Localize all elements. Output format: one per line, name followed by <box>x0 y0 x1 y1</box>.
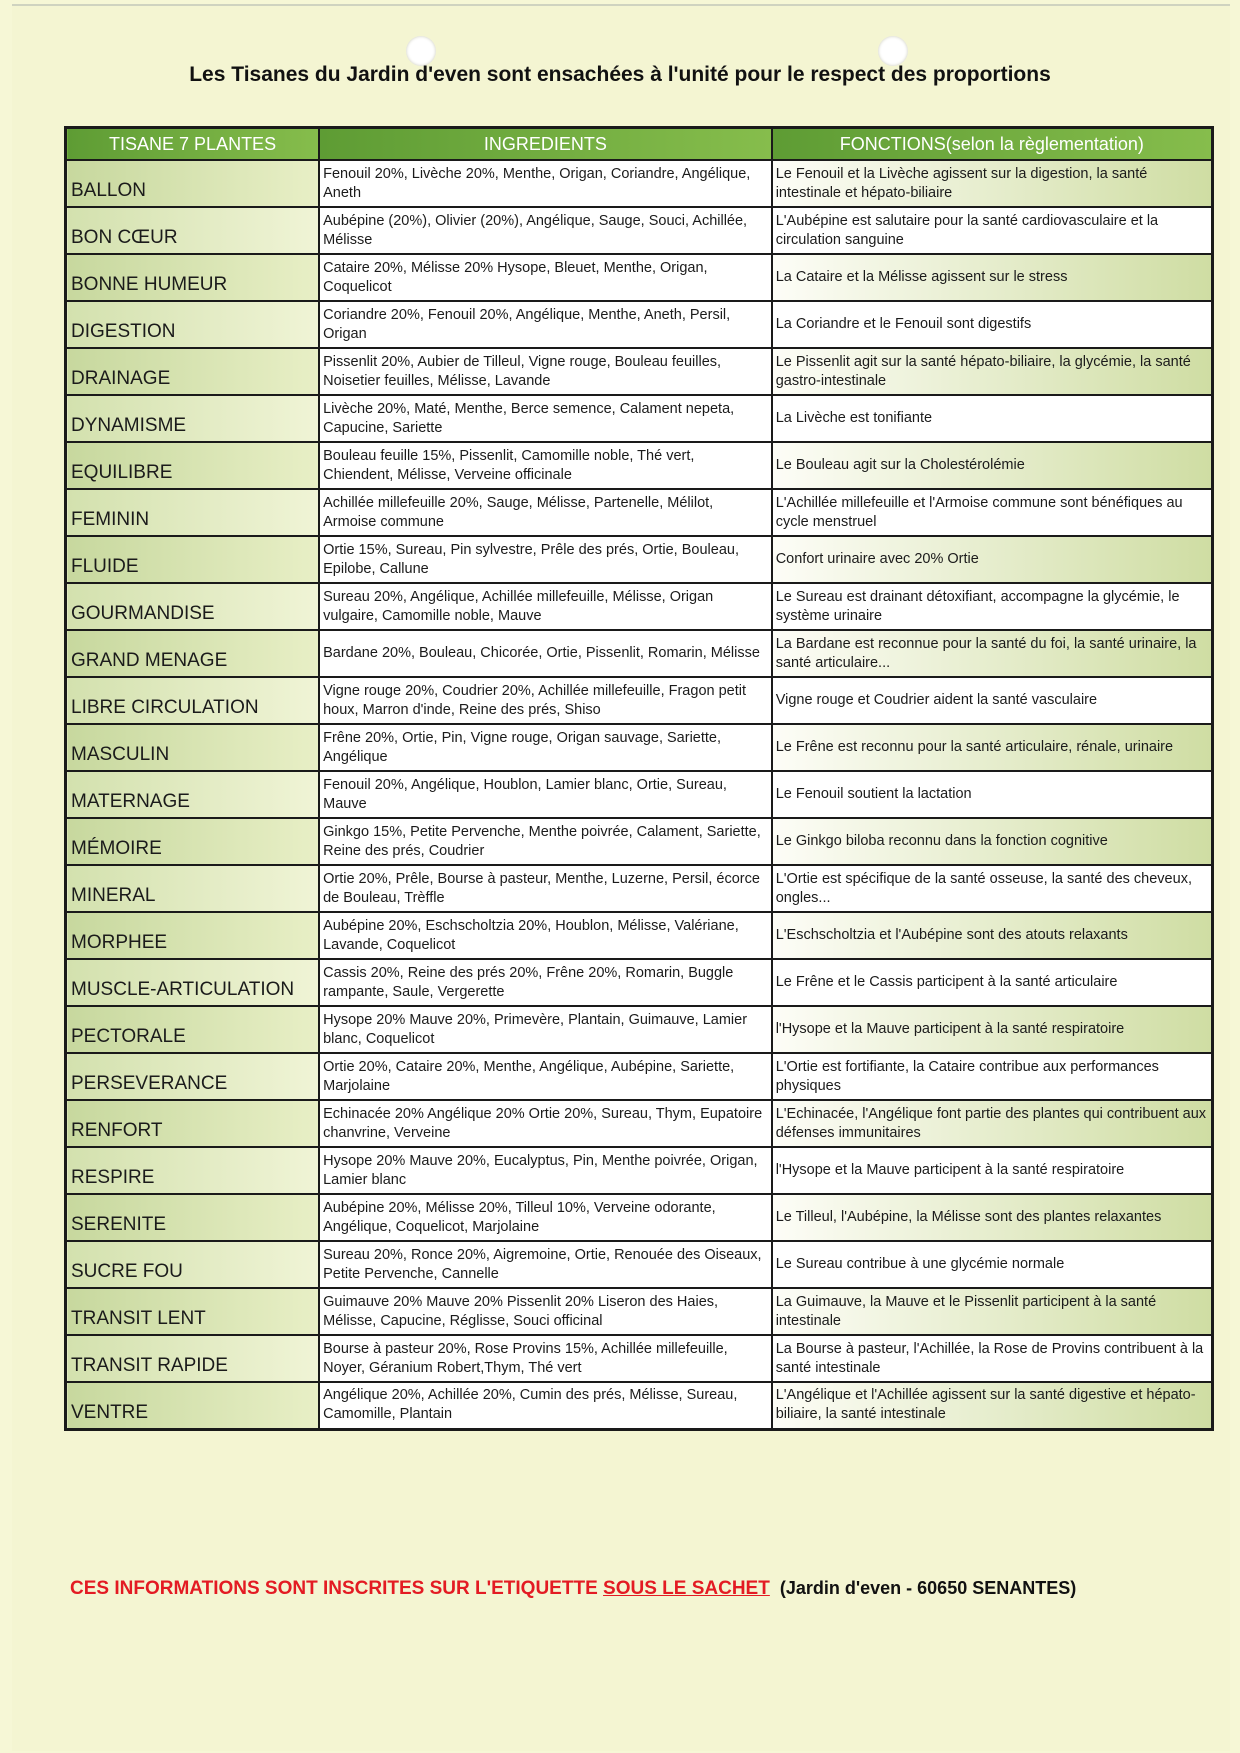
fonctions-cell: La Coriandre et le Fenouil sont digestifs <box>772 301 1213 348</box>
ingredients-cell: Hysope 20% Mauve 20%, Eucalyptus, Pin, Menthe poivrée, Origan, Lamier blanc <box>319 1147 772 1194</box>
ingredients-cell: Ginkgo 15%, Petite Pervenche, Menthe poivrée, Calament, Sariette, Reine des prés, Coudrier <box>319 818 772 865</box>
header-ingredients: INGREDIENTS <box>319 128 772 161</box>
tisane-name-cell: TRANSIT LENT <box>66 1288 320 1335</box>
punch-hole-left <box>406 36 436 66</box>
fonctions-cell: Confort urinaire avec 20% Ortie <box>772 536 1213 583</box>
fonctions-cell: L'Angélique et l'Achillée agissent sur la santé digestive et hépato-biliaire, la santé intestinale <box>772 1382 1213 1429</box>
fonctions-cell: Le Fenouil soutient la lactation <box>772 771 1213 818</box>
footer-note <box>70 1578 1076 1600</box>
table-row <box>66 1006 1213 1053</box>
table-row <box>66 1147 1213 1194</box>
ingredients-cell: Cassis 20%, Reine des prés 20%, Frêne 20%, Romarin, Buggle rampante, Saule, Vergerette <box>319 959 772 1006</box>
fonctions-cell: Le Frêne est reconnu pour la santé articulaire, rénale, urinaire <box>772 724 1213 771</box>
table-row <box>66 583 1213 630</box>
table-row <box>66 536 1213 583</box>
fonctions-cell: L'Achillée millefeuille et l'Armoise commune sont bénéfiques au cycle menstruel <box>772 489 1213 536</box>
tisane-name-cell: MINERAL <box>66 865 320 912</box>
table-row <box>66 630 1213 677</box>
ingredients-cell: Frêne 20%, Ortie, Pin, Vigne rouge, Origan sauvage, Sariette, Angélique <box>319 724 772 771</box>
tisane-name-cell: BALLON <box>66 160 320 207</box>
ingredients-cell: Vigne rouge 20%, Coudrier 20%, Achillée millefeuille, Fragon petit houx, Marron d'inde, Reine des prés, Shiso <box>319 677 772 724</box>
tisane-name-cell: LIBRE CIRCULATION <box>66 677 320 724</box>
ingredients-cell: Ortie 20%, Prêle, Bourse à pasteur, Menthe, Luzerne, Persil, écorce de Bouleau, Trèffle <box>319 865 772 912</box>
tisane-name-cell: MÉMOIRE <box>66 818 320 865</box>
table-row <box>66 1053 1213 1100</box>
fonctions-cell: La Guimauve, la Mauve et le Pissenlit participent à la santé intestinale <box>772 1288 1213 1335</box>
tisane-name-cell: PERSEVERANCE <box>66 1053 320 1100</box>
table-row <box>66 865 1213 912</box>
tisane-name-cell: DYNAMISME <box>66 395 320 442</box>
ingredients-cell: Hysope 20% Mauve 20%, Primevère, Plantain, Guimauve, Lamier blanc, Coquelicot <box>319 1006 772 1053</box>
fonctions-cell: La Livèche est tonifiante <box>772 395 1213 442</box>
footer-address: (Jardin d'even - 60650 SENANTES) <box>779 1578 1077 1598</box>
ingredients-cell: Angélique 20%, Achillée 20%, Cumin des prés, Mélisse, Sureau, Camomille, Plantain <box>319 1382 772 1429</box>
ingredients-cell: Echinacée 20% Angélique 20% Ortie 20%, Sureau, Thym, Eupatoire chanvrine, Verveine <box>319 1100 772 1147</box>
fonctions-cell: La Cataire et la Mélisse agissent sur le stress <box>772 254 1213 301</box>
ingredients-cell: Bardane 20%, Bouleau, Chicorée, Ortie, Pissenlit, Romarin, Mélisse <box>319 630 772 677</box>
fonctions-cell: Le Sureau contribue à une glycémie normale <box>772 1241 1213 1288</box>
table-header-row <box>66 128 1213 161</box>
ingredients-cell: Fenouil 20%, Livèche 20%, Menthe, Origan, Coriandre, Angélique, Aneth <box>319 160 772 207</box>
tisane-name-cell: RESPIRE <box>66 1147 320 1194</box>
tisane-name-cell: BON CŒUR <box>66 207 320 254</box>
ingredients-cell: Pissenlit 20%, Aubier de Tilleul, Vigne rouge, Bouleau feuilles, Noisetier feuilles, Mélisse, Lavande <box>319 348 772 395</box>
ingredients-cell: Bourse à pasteur 20%, Rose Provins 15%, Achillée millefeuille, Noyer, Géranium Robert,Thym, Thé vert <box>319 1335 772 1382</box>
tisane-name-cell: MUSCLE-ARTICULATION <box>66 959 320 1006</box>
table-row <box>66 207 1213 254</box>
fonctions-cell: l'Hysope et la Mauve participent à la santé respiratoire <box>772 1006 1213 1053</box>
fonctions-cell: Le Bouleau agit sur la Cholestérolémie <box>772 442 1213 489</box>
table-row <box>66 442 1213 489</box>
page-title: Les Tisanes du Jardin d'even sont ensachées à l'unité pour le respect des proportions <box>189 63 1051 86</box>
tisanes-table <box>64 126 1214 1431</box>
fonctions-cell: L'Ortie est fortifiante, la Cataire contribue aux performances physiques <box>772 1053 1213 1100</box>
ingredients-cell: Sureau 20%, Angélique, Achillée millefeuille, Mélisse, Origan vulgaire, Camomille noble, Mauve <box>319 583 772 630</box>
ingredients-cell: Livèche 20%, Maté, Menthe, Berce semence, Calament nepeta, Capucine, Sariette <box>319 395 772 442</box>
tisane-name-cell: FLUIDE <box>66 536 320 583</box>
tisane-name-cell: SUCRE FOU <box>66 1241 320 1288</box>
table-row <box>66 489 1213 536</box>
table-row <box>66 912 1213 959</box>
table-row <box>66 818 1213 865</box>
ingredients-cell: Guimauve 20% Mauve 20% Pissenlit 20% Liseron des Haies, Mélisse, Capucine, Réglisse, Souci officinal <box>319 1288 772 1335</box>
tisane-name-cell: GRAND MENAGE <box>66 630 320 677</box>
ingredients-cell: Aubépine 20%, Mélisse 20%, Tilleul 10%, Verveine odorante, Angélique, Coquelicot, Marjolaine <box>319 1194 772 1241</box>
ingredients-cell: Fenouil 20%, Angélique, Houblon, Lamier blanc, Ortie, Sureau, Mauve <box>319 771 772 818</box>
fonctions-cell: Le Frêne et le Cassis participent à la santé articulaire <box>772 959 1213 1006</box>
table-row <box>66 1335 1213 1382</box>
table-row <box>66 959 1213 1006</box>
fonctions-cell: l'Hysope et la Mauve participent à la santé respiratoire <box>772 1147 1213 1194</box>
header-tisane: TISANE 7 PLANTES <box>66 128 320 161</box>
fonctions-cell: La Bourse à pasteur, l'Achillée, la Rose de Provins contribuent à la santé intestinale <box>772 1335 1213 1382</box>
tisane-name-cell: MORPHEE <box>66 912 320 959</box>
table-row <box>66 348 1213 395</box>
fonctions-cell: L'Echinacée, l'Angélique font partie des plantes qui contribuent aux défenses immunitaires <box>772 1100 1213 1147</box>
tisane-name-cell: TRANSIT RAPIDE <box>66 1335 320 1382</box>
tisane-name-cell: BONNE HUMEUR <box>66 254 320 301</box>
ingredients-cell: Aubépine 20%, Eschscholtzia 20%, Houblon, Mélisse, Valériane, Lavande, Coquelicot <box>319 912 772 959</box>
fonctions-cell: Le Ginkgo biloba reconnu dans la fonction cognitive <box>772 818 1213 865</box>
header-fonctions: FONCTIONS(selon la règlementation) <box>772 128 1213 161</box>
tisane-name-cell: DRAINAGE <box>66 348 320 395</box>
table-row <box>66 771 1213 818</box>
fonctions-cell: La Bardane est reconnue pour la santé du foi, la santé urinaire, la santé articulaire... <box>772 630 1213 677</box>
tisane-name-cell: MASCULIN <box>66 724 320 771</box>
table-row <box>66 1288 1213 1335</box>
ingredients-cell: Coriandre 20%, Fenouil 20%, Angélique, Menthe, Aneth, Persil, Origan <box>319 301 772 348</box>
table-row <box>66 395 1213 442</box>
tisane-name-cell: SERENITE <box>66 1194 320 1241</box>
ingredients-cell: Achillée millefeuille 20%, Sauge, Mélisse, Partenelle, Mélilot, Armoise commune <box>319 489 772 536</box>
tisane-name-cell: DIGESTION <box>66 301 320 348</box>
punch-hole-right <box>878 36 908 66</box>
table-row <box>66 1194 1213 1241</box>
table-row <box>66 1382 1213 1429</box>
table-row <box>66 724 1213 771</box>
footer-text: CES INFORMATIONS SONT INSCRITES SUR L'ETIQUETTE <box>70 1578 604 1599</box>
fonctions-cell: Le Pissenlit agit sur la santé hépato-biliaire, la glycémie, la santé gastro-intestinale <box>772 348 1213 395</box>
tisane-name-cell: MATERNAGE <box>66 771 320 818</box>
tisane-name-cell: VENTRE <box>66 1382 320 1429</box>
fonctions-cell: L'Eschscholtzia et l'Aubépine sont des atouts relaxants <box>772 912 1213 959</box>
tisane-name-cell: GOURMANDISE <box>66 583 320 630</box>
footer-emphasis: SOUS LE SACHET <box>603 1578 770 1599</box>
table-row <box>66 254 1213 301</box>
table-row <box>66 160 1213 207</box>
table-row <box>66 301 1213 348</box>
tisane-name-cell: RENFORT <box>66 1100 320 1147</box>
ingredients-cell: Bouleau feuille 15%, Pissenlit, Camomille noble, Thé vert, Chiendent, Mélisse, Verveine officinale <box>319 442 772 489</box>
table-row <box>66 1241 1213 1288</box>
tisane-name-cell: PECTORALE <box>66 1006 320 1053</box>
fonctions-cell: Le Tilleul, l'Aubépine, la Mélisse sont des plantes relaxantes <box>772 1194 1213 1241</box>
fonctions-cell: Le Fenouil et la Livèche agissent sur la digestion, la santé intestinale et hépato-biliaire <box>772 160 1213 207</box>
ingredients-cell: Cataire 20%, Mélisse 20% Hysope, Bleuet, Menthe, Origan, Coquelicot <box>319 254 772 301</box>
fonctions-cell: Le Sureau est drainant détoxifiant, accompagne la glycémie, le système urinaire <box>772 583 1213 630</box>
table-row <box>66 677 1213 724</box>
fonctions-cell: L'Ortie est spécifique de la santé osseuse, la santé des cheveux, ongles... <box>772 865 1213 912</box>
ingredients-cell: Ortie 20%, Cataire 20%, Menthe, Angélique, Aubépine, Sariette, Marjolaine <box>319 1053 772 1100</box>
tisane-name-cell: FEMININ <box>66 489 320 536</box>
ingredients-cell: Aubépine (20%), Olivier (20%), Angélique, Sauge, Souci, Achillée, Mélisse <box>319 207 772 254</box>
ingredients-cell: Ortie 15%, Sureau, Pin sylvestre, Prêle des prés, Ortie, Bouleau, Epilobe, Callune <box>319 536 772 583</box>
fonctions-cell: L'Aubépine est salutaire pour la santé cardiovasculaire et la circulation sanguine <box>772 207 1213 254</box>
fonctions-cell: Vigne rouge et Coudrier aident la santé vasculaire <box>772 677 1213 724</box>
table-body <box>66 160 1213 1429</box>
table-row <box>66 1100 1213 1147</box>
ingredients-cell: Sureau 20%, Ronce 20%, Aigremoine, Ortie, Renouée des Oiseaux, Petite Pervenche, Cannelle <box>319 1241 772 1288</box>
tisane-name-cell: EQUILIBRE <box>66 442 320 489</box>
